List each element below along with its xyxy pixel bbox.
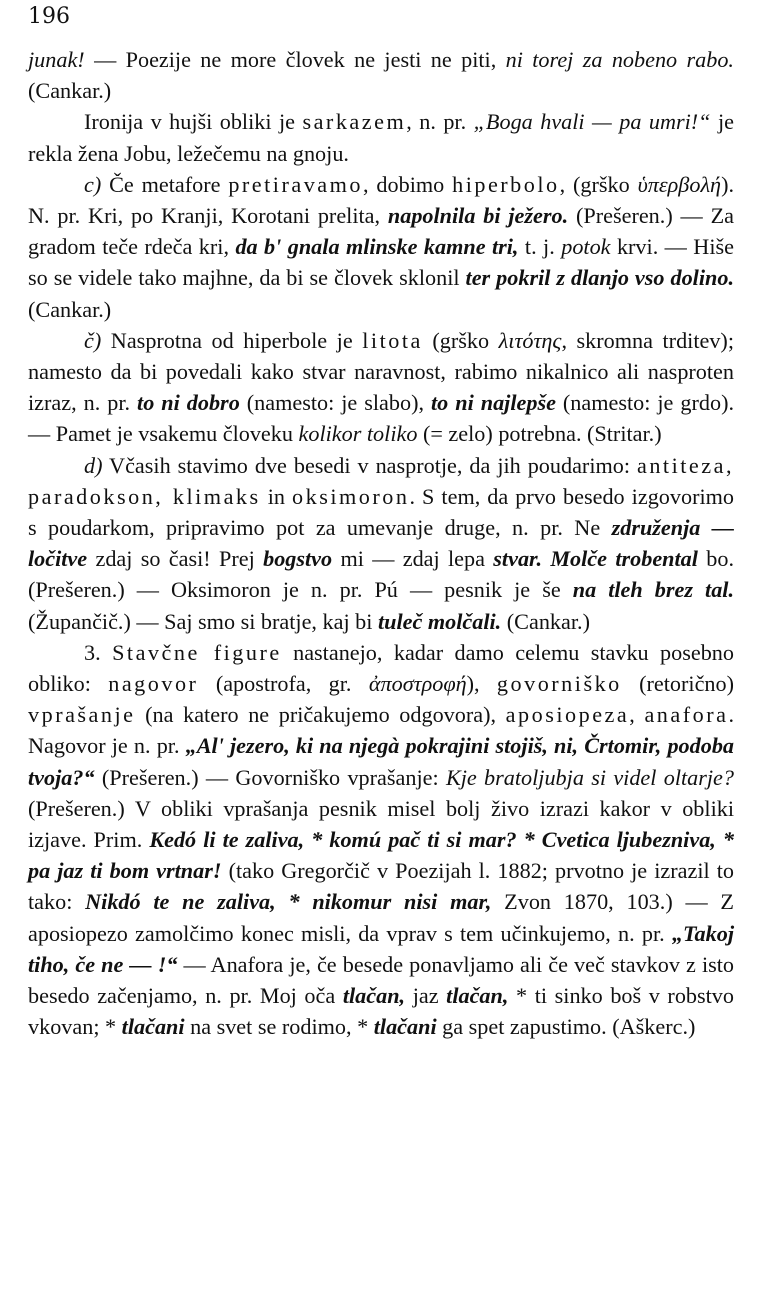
text-span: , (grško <box>559 171 638 197</box>
text-span: ), <box>466 671 497 697</box>
text-span: krvi. — Hiše so se videle tako majhne, da bi se človek sklonil <box>28 234 734 291</box>
emphasis-span: sarkazem <box>302 109 407 135</box>
text-span: nastanejo, kadar damo celemu stavku posebno obliko: <box>28 639 734 697</box>
text-span: je rekla žena Jobu, ležečemu na gnoju. <box>28 109 734 166</box>
text-span: (namesto: je slabo), <box>239 390 432 416</box>
emphasis-span: Nikdó te ne zaliva, * nikomur nisi mar, <box>85 889 492 915</box>
emphasis-span: tuleč molčali. <box>377 608 502 634</box>
text-span: 3. <box>84 639 113 665</box>
text-span: (na katero ne pričakujemo odgovora), <box>135 702 506 728</box>
text-span: , <box>629 702 645 728</box>
text-span: Nasprotna od hiperbole je <box>101 327 363 353</box>
text-span: (apostrofa, gr. <box>198 671 369 697</box>
text-span: , n. pr. <box>406 109 474 135</box>
emphasis-span: nagovor <box>108 671 199 697</box>
text-span: (grško <box>422 327 499 353</box>
text-span: (Cankar.) <box>501 608 590 634</box>
emphasis-span: „Al' jezero, ki na njegà pokrajini stojiš, ni, Črtomir, podoba tvoja?“ <box>28 733 735 790</box>
text-span: ). N. pr. Kri, po Kranji, Korotani prelita, <box>28 171 734 229</box>
text-span: (tako Gregorčič v Poezijah l. 1882; prvotno je izrazil to tako: <box>28 858 734 915</box>
emphasis-span: da b' gnala mlinske kamne tri, <box>235 234 519 260</box>
paragraph <box>28 106 734 168</box>
text-span: * ti sinko boš v robstvo vkovan; * <box>28 983 734 1040</box>
emphasis-span: oksimoron <box>292 483 410 509</box>
emphasis-span: c) <box>84 171 102 197</box>
emphasis-span: „Takoj tiho, če ne — !“ <box>28 920 734 977</box>
emphasis-span: bogstvo <box>263 546 333 572</box>
text-span: na svet se rodimo, * <box>184 1014 374 1040</box>
emphasis-span: tlačan, <box>342 983 406 1009</box>
emphasis-span: napolnila bi ježero. <box>387 203 569 229</box>
text-span: . Nagovor je n. pr. <box>28 702 734 759</box>
text-span: (Cankar.) <box>28 296 112 322</box>
text-span: , dobimo <box>363 171 453 197</box>
text-span: — Anafora je, če besede ponavljamo ali če več stavkov z isto besedo začenjamo, n. pr. Moj oča <box>28 951 735 1009</box>
text-span: bo. (Prešeren.) — Oksimoron je n. pr. Pú — pesnik je še <box>28 546 734 603</box>
text-span: — Poezije ne more človek ne jesti ne piti, <box>84 47 506 72</box>
text-span: zdaj so časi! Prej <box>87 546 264 572</box>
emphasis-span: litota <box>362 327 423 353</box>
text-span: jaz <box>405 983 447 1009</box>
emphasis-span: aposiopeza <box>505 702 630 728</box>
text-span: (Prešeren.) V obliki vprašanja pesnik misel bolj živo izrazi kakor v obliki izjave. Prim. <box>28 795 734 853</box>
emphasis-span: govorniško <box>496 671 622 697</box>
text-span: ga spet zapustimo. (Aškerc.) <box>436 1014 696 1040</box>
text-span: (Prešeren.) — Za gradom teče rdeča kri, <box>28 203 734 260</box>
paragraph <box>28 169 734 325</box>
emphasis-span: junak! <box>28 47 85 72</box>
emphasis-span: antiteza, paradokson, klimaks <box>28 452 734 509</box>
text-span: t. j. <box>518 234 562 260</box>
text-span: (= zelo) potrebna. (Stritar.) <box>417 421 662 447</box>
emphasis-span: združenja — ločitve <box>28 515 734 572</box>
text-span: . S tem, da prvo besedo izgovorimo s poudarkom, pripravimo pot za umevanje druge, n. pr. Ne <box>28 483 734 541</box>
text-span: in <box>260 483 293 509</box>
emphasis-span: stvar. Molče trobental <box>493 546 698 572</box>
emphasis-span: d) <box>84 452 103 478</box>
emphasis-span: pretiravamo <box>228 171 364 197</box>
emphasis-span: ter pokril z dlanjo vso dolino. <box>465 265 734 291</box>
emphasis-span: potok <box>561 234 611 260</box>
emphasis-span: kolikor toliko <box>298 421 418 447</box>
text-span: (Župančič.) — Saj smo si bratje, kaj bi <box>28 608 378 634</box>
emphasis-span: Kje bratoljubja si videl oltarje? <box>445 764 734 790</box>
paragraph <box>28 637 734 1043</box>
text-span: Včasih stavimo dve besedi v nasprotje, da jih poudarimo: <box>102 452 637 478</box>
emphasis-span: č) <box>84 327 102 353</box>
emphasis-span: Kedó li te zaliva, * komú pač ti si mar? * Cvetica ljubezniva, * pa jaz ti bom vrtnar! <box>28 827 734 884</box>
text-span: (namesto: je grdo). — Pamet je vsakemu človeku <box>28 390 734 447</box>
emphasis-span: ἀποστροφή <box>368 671 467 697</box>
emphasis-span: anafora <box>644 702 729 728</box>
body-text <box>28 44 734 1043</box>
emphasis-span: na tleh brez tal. <box>572 577 734 603</box>
paragraph <box>28 450 734 637</box>
emphasis-span: „Boga hvali — pa umri!“ <box>473 109 711 135</box>
emphasis-span: λιτότης <box>498 327 562 353</box>
text-span: (Prešeren.) — Govorniško vprašanje: <box>94 764 446 790</box>
text-span: mi — zdaj lepa <box>332 546 494 572</box>
text-span: Ironija v hujši obliki je <box>84 109 303 135</box>
emphasis-span: to ni dobro <box>137 390 240 416</box>
page-number: 196 <box>28 4 70 29</box>
emphasis-span: ὑπερβολή <box>637 171 722 197</box>
text-span: (retorično) <box>621 671 734 697</box>
emphasis-span: tlačani <box>373 1014 437 1040</box>
paragraph <box>28 325 734 450</box>
emphasis-span: tlačani <box>121 1014 185 1040</box>
text-span: Zvon 1870, 103.) — Z aposiopezo zamolčimo konec misli, da vprav s tem učinkujemo, n. pr. <box>28 889 734 946</box>
emphasis-span: tlačan, <box>446 983 509 1009</box>
emphasis-span: to ni najlepše <box>431 390 556 416</box>
emphasis-span: ni torej za nobeno rabo. <box>505 47 734 72</box>
text-span: , skromna trditev); namesto da bi povedali kako stvar naravnost, rabimo nikalnico ali nasproten izraz, n. pr. <box>28 327 734 416</box>
emphasis-span: vprašanje <box>28 702 136 728</box>
emphasis-span: Stavčne figure <box>112 639 282 665</box>
paragraph <box>28 44 734 106</box>
text-span: Če metafore <box>101 171 229 197</box>
emphasis-span: hiperbolo <box>452 171 560 197</box>
text-span: (Cankar.) <box>28 78 112 104</box>
